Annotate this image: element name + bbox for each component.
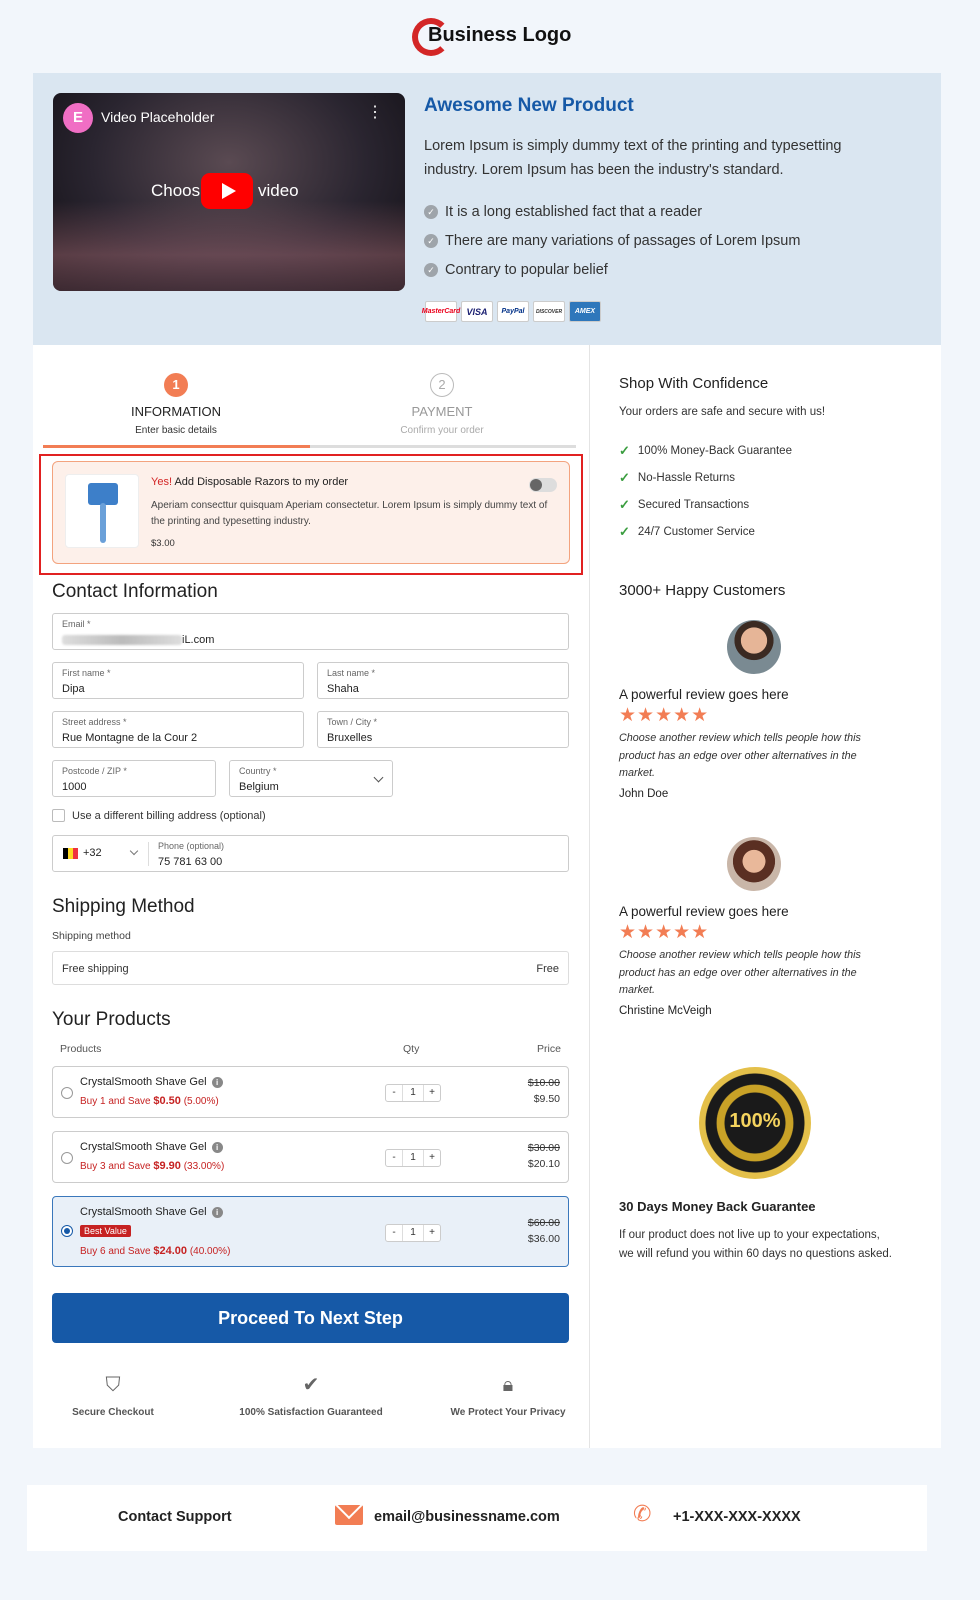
product-radio[interactable] (61, 1225, 73, 1237)
postcode-value: 1000 (62, 781, 87, 793)
qty-value[interactable]: 1 (402, 1225, 424, 1241)
review-title: A powerful review goes here (619, 904, 789, 919)
step-payment[interactable] (309, 373, 575, 436)
qty-value[interactable]: 1 (402, 1085, 424, 1101)
review-body: Choose another review which tells people how this product has an edge over other alternatives in the market. (619, 732, 861, 779)
support-footer (27, 1485, 927, 1551)
first-name-label: First name * (62, 668, 111, 678)
original-price: $60.00 (527, 1217, 560, 1229)
video-caption-left: Choos (151, 181, 201, 200)
trust-badge (418, 1373, 598, 1418)
feature-item: ✓ There are many variations of passages of Lorem Ipsum (424, 226, 800, 255)
reviewer-name: John Doe (619, 788, 669, 800)
contact-heading: Contact Information (52, 581, 218, 602)
elementor-logo-icon: E (63, 103, 93, 133)
sale-price: $20.10 (527, 1158, 560, 1170)
shield-icon: ⛉ (105, 1374, 121, 1396)
original-price: $10.00 (527, 1077, 560, 1089)
product-offer: Buy 6 and Save $24.00 (40.00%) (80, 1245, 231, 1257)
payment-cards (421, 301, 601, 322)
product-option[interactable] (52, 1131, 569, 1183)
phone-icon: ✆ (633, 1501, 652, 1526)
qty-value[interactable]: 1 (402, 1150, 424, 1166)
trust-badge-label: Secure Checkout (72, 1407, 154, 1418)
money-back-guarantee-seal (699, 1067, 811, 1179)
step-label: INFORMATION (130, 404, 222, 419)
customers-title: 3000+ Happy Customers (619, 582, 786, 599)
phone-value: 75 781 63 00 (158, 856, 223, 868)
product-radio[interactable] (61, 1087, 73, 1099)
order-bump-toggle[interactable] (529, 478, 557, 492)
razor-head-icon (88, 483, 118, 505)
belgium-flag-icon[interactable] (63, 848, 78, 859)
video-title: Video Placeholder (101, 109, 215, 125)
check-circle-icon: ✓ (424, 234, 438, 248)
street-label: Street address * (62, 717, 127, 727)
support-email-link[interactable]: email@businessname.com (374, 1509, 560, 1525)
shipping-option-price: Free (536, 963, 559, 975)
qty-minus-button[interactable]: - (392, 1152, 396, 1163)
logo-text: Business Logo (428, 24, 572, 46)
qty-plus-button[interactable]: + (429, 1227, 435, 1238)
product-radio[interactable] (61, 1152, 73, 1164)
shipping-option[interactable] (52, 951, 569, 985)
contact-support-label: Contact Support (118, 1509, 232, 1525)
billing-address-checkbox-row[interactable] (52, 809, 266, 822)
step-sublabel: Enter basic details (135, 425, 217, 436)
email-value: iL.com (62, 634, 526, 646)
step-progress-bar (43, 445, 576, 448)
city-value: Bruxelles (327, 732, 373, 744)
trust-badge-label: 100% Satisfaction Guaranteed (239, 1407, 383, 1418)
review-stars: ★★★★★ (619, 705, 710, 726)
review-body: Choose another review which tells people how this product has an edge over other alternatives in the market. (619, 949, 861, 996)
step-number: 2 (430, 373, 454, 397)
country-value: Belgium (239, 781, 279, 793)
visa-icon: VISA (461, 301, 493, 322)
lock-icon: 🔒︎ (502, 1374, 514, 1396)
product-name: CrystalSmooth Shave Gel i (80, 1076, 223, 1088)
check-circle-icon: ✓ (424, 263, 438, 277)
info-icon[interactable]: i (212, 1207, 223, 1218)
product-description: Lorem Ipsum is simply dummy text of the printing and typesetting industry. Lorem Ipsum has been the industry's standard. (424, 138, 842, 178)
country-label: Country * (239, 766, 277, 776)
discover-icon: DISCOVER (533, 301, 565, 322)
review-stars: ★★★★★ (619, 922, 710, 943)
confidence-subtitle: Your orders are safe and secure with us! (619, 406, 826, 418)
info-icon[interactable]: i (212, 1142, 223, 1153)
billing-address-label: Use a different billing address (optional) (72, 809, 266, 822)
proceed-button[interactable]: Proceed To Next Step (52, 1293, 569, 1343)
video-menu-icon[interactable]: ⋮ (367, 104, 383, 121)
quantity-stepper[interactable] (385, 1149, 441, 1167)
info-icon[interactable]: i (212, 1077, 223, 1088)
last-name-field[interactable] (317, 662, 569, 699)
trust-badge (23, 1373, 203, 1418)
video-caption-right: video (258, 181, 299, 200)
phone-separator (148, 842, 149, 866)
hero-section (33, 73, 941, 353)
check-circle-icon: ✓ (424, 205, 438, 219)
product-title: Awesome New Product (424, 95, 634, 116)
step-number: 1 (164, 373, 188, 397)
qty-minus-button[interactable]: - (392, 1227, 396, 1238)
product-name: CrystalSmooth Shave Gel i (80, 1206, 223, 1218)
product-name: CrystalSmooth Shave Gel i (80, 1141, 223, 1153)
product-option-selected[interactable] (52, 1196, 569, 1267)
checkout-main (33, 345, 941, 1448)
price-column-header: Price (537, 1043, 561, 1055)
billing-address-checkbox[interactable] (52, 809, 65, 822)
product-offer: Buy 1 and Save $0.50 (5.00%) (80, 1095, 219, 1107)
feature-list (424, 197, 800, 284)
product-option[interactable] (52, 1066, 569, 1118)
products-heading: Your Products (52, 1009, 171, 1030)
street-value: Rue Montagne de la Cour 2 (62, 732, 198, 744)
qty-plus-button[interactable]: + (429, 1152, 435, 1163)
phone-country-code[interactable]: +32 (83, 847, 102, 859)
reviewer-name: Christine McVeigh (619, 1005, 712, 1017)
email-label: Email * (62, 619, 91, 629)
support-phone-link[interactable]: +1-XXX-XXX-XXXX (673, 1509, 801, 1525)
chevron-down-icon[interactable] (130, 847, 138, 855)
razor-handle-icon (100, 503, 106, 543)
order-bump-price: $3.00 (151, 538, 175, 549)
step-progress-fill (43, 445, 310, 448)
redacted-email (62, 635, 182, 645)
shipping-heading: Shipping Method (52, 896, 195, 917)
first-name-field[interactable] (52, 662, 304, 699)
reviewer-avatar (727, 837, 781, 891)
qty-plus-button[interactable]: + (429, 1087, 435, 1098)
guarantee-list (619, 437, 792, 545)
check-circle-icon: ✔ (302, 1374, 320, 1396)
product-offer: Buy 3 and Save $9.90 (33.00%) (80, 1160, 225, 1172)
quantity-stepper[interactable] (385, 1224, 441, 1242)
best-value-badge: Best Value (80, 1225, 131, 1237)
country-select[interactable] (229, 760, 393, 797)
step-sublabel: Confirm your order (400, 425, 484, 436)
postcode-label: Postcode / ZIP * (62, 766, 127, 776)
business-logo[interactable] (0, 18, 980, 58)
money-back-title: 30 Days Money Back Guarantee (619, 1199, 816, 1214)
city-field[interactable] (317, 711, 569, 748)
sale-price: $36.00 (527, 1233, 560, 1245)
shipping-option-name: Free shipping (62, 963, 129, 975)
review-title: A powerful review goes here (619, 687, 789, 702)
phone-field[interactable] (52, 835, 569, 872)
order-bump-title: Yes! Add Disposable Razors to my order (151, 476, 349, 488)
trust-badge-label: We Protect Your Privacy (450, 1407, 566, 1418)
check-icon: ✓ (619, 496, 630, 512)
original-price: $30.00 (527, 1142, 560, 1154)
razor-product-image (65, 474, 139, 548)
step-information[interactable] (43, 373, 309, 436)
last-name-label: Last name * (327, 668, 376, 678)
postcode-field[interactable] (52, 760, 216, 797)
reviewer-avatar (727, 620, 781, 674)
mastercard-icon: MasterCard (425, 301, 457, 322)
phone-label: Phone (optional) (158, 841, 225, 851)
seal-percentage: 100% (729, 1110, 781, 1132)
quantity-stepper[interactable] (385, 1084, 441, 1102)
email-field[interactable] (52, 613, 569, 650)
guarantee-item: ✓ 24/7 Customer Service (619, 523, 755, 539)
video-player[interactable] (53, 93, 405, 291)
checkout-steps (43, 373, 576, 451)
feature-item: ✓ Contrary to popular belief (424, 255, 800, 284)
confidence-title: Shop With Confidence (619, 375, 769, 392)
first-name-value: Dipa (62, 683, 85, 695)
email-icon (335, 1505, 363, 1525)
guarantee-item: ✓ Secured Transactions (619, 496, 750, 512)
column-divider (589, 345, 590, 1448)
video-thumbnail (53, 201, 405, 291)
money-back-description: If our product does not live up to your expectations, we will refund you within 60 days no questions asked. (619, 1229, 892, 1260)
qty-column-header: Qty (403, 1043, 420, 1055)
amex-icon: AMEX (569, 301, 601, 322)
paypal-icon: PayPal (497, 301, 529, 322)
street-address-field[interactable] (52, 711, 304, 748)
guarantee-item: ✓ 100% Money-Back Guarantee (619, 442, 792, 458)
city-label: Town / City * (327, 717, 378, 727)
feature-item: ✓ It is a long established fact that a reader (424, 197, 800, 226)
qty-minus-button[interactable]: - (392, 1087, 396, 1098)
shipping-method-label: Shipping method (52, 930, 131, 942)
order-bump[interactable] (52, 461, 570, 564)
trust-badge (221, 1373, 401, 1418)
youtube-play-button[interactable] (201, 173, 253, 209)
guarantee-item: ✓ No-Hassle Returns (619, 469, 736, 485)
order-bump-description: Aperiam consecttur quisquam Aperiam consectetur. Lorem Ipsum is simply dummy text of the printing and typesetting industry. (151, 500, 548, 527)
last-name-value: Shaha (327, 683, 359, 695)
sale-price: $9.50 (533, 1093, 560, 1105)
check-icon: ✓ (619, 442, 630, 458)
step-label: PAYMENT (411, 404, 473, 419)
products-column-header: Products (60, 1043, 102, 1055)
check-icon: ✓ (619, 523, 630, 539)
check-icon: ✓ (619, 469, 630, 485)
